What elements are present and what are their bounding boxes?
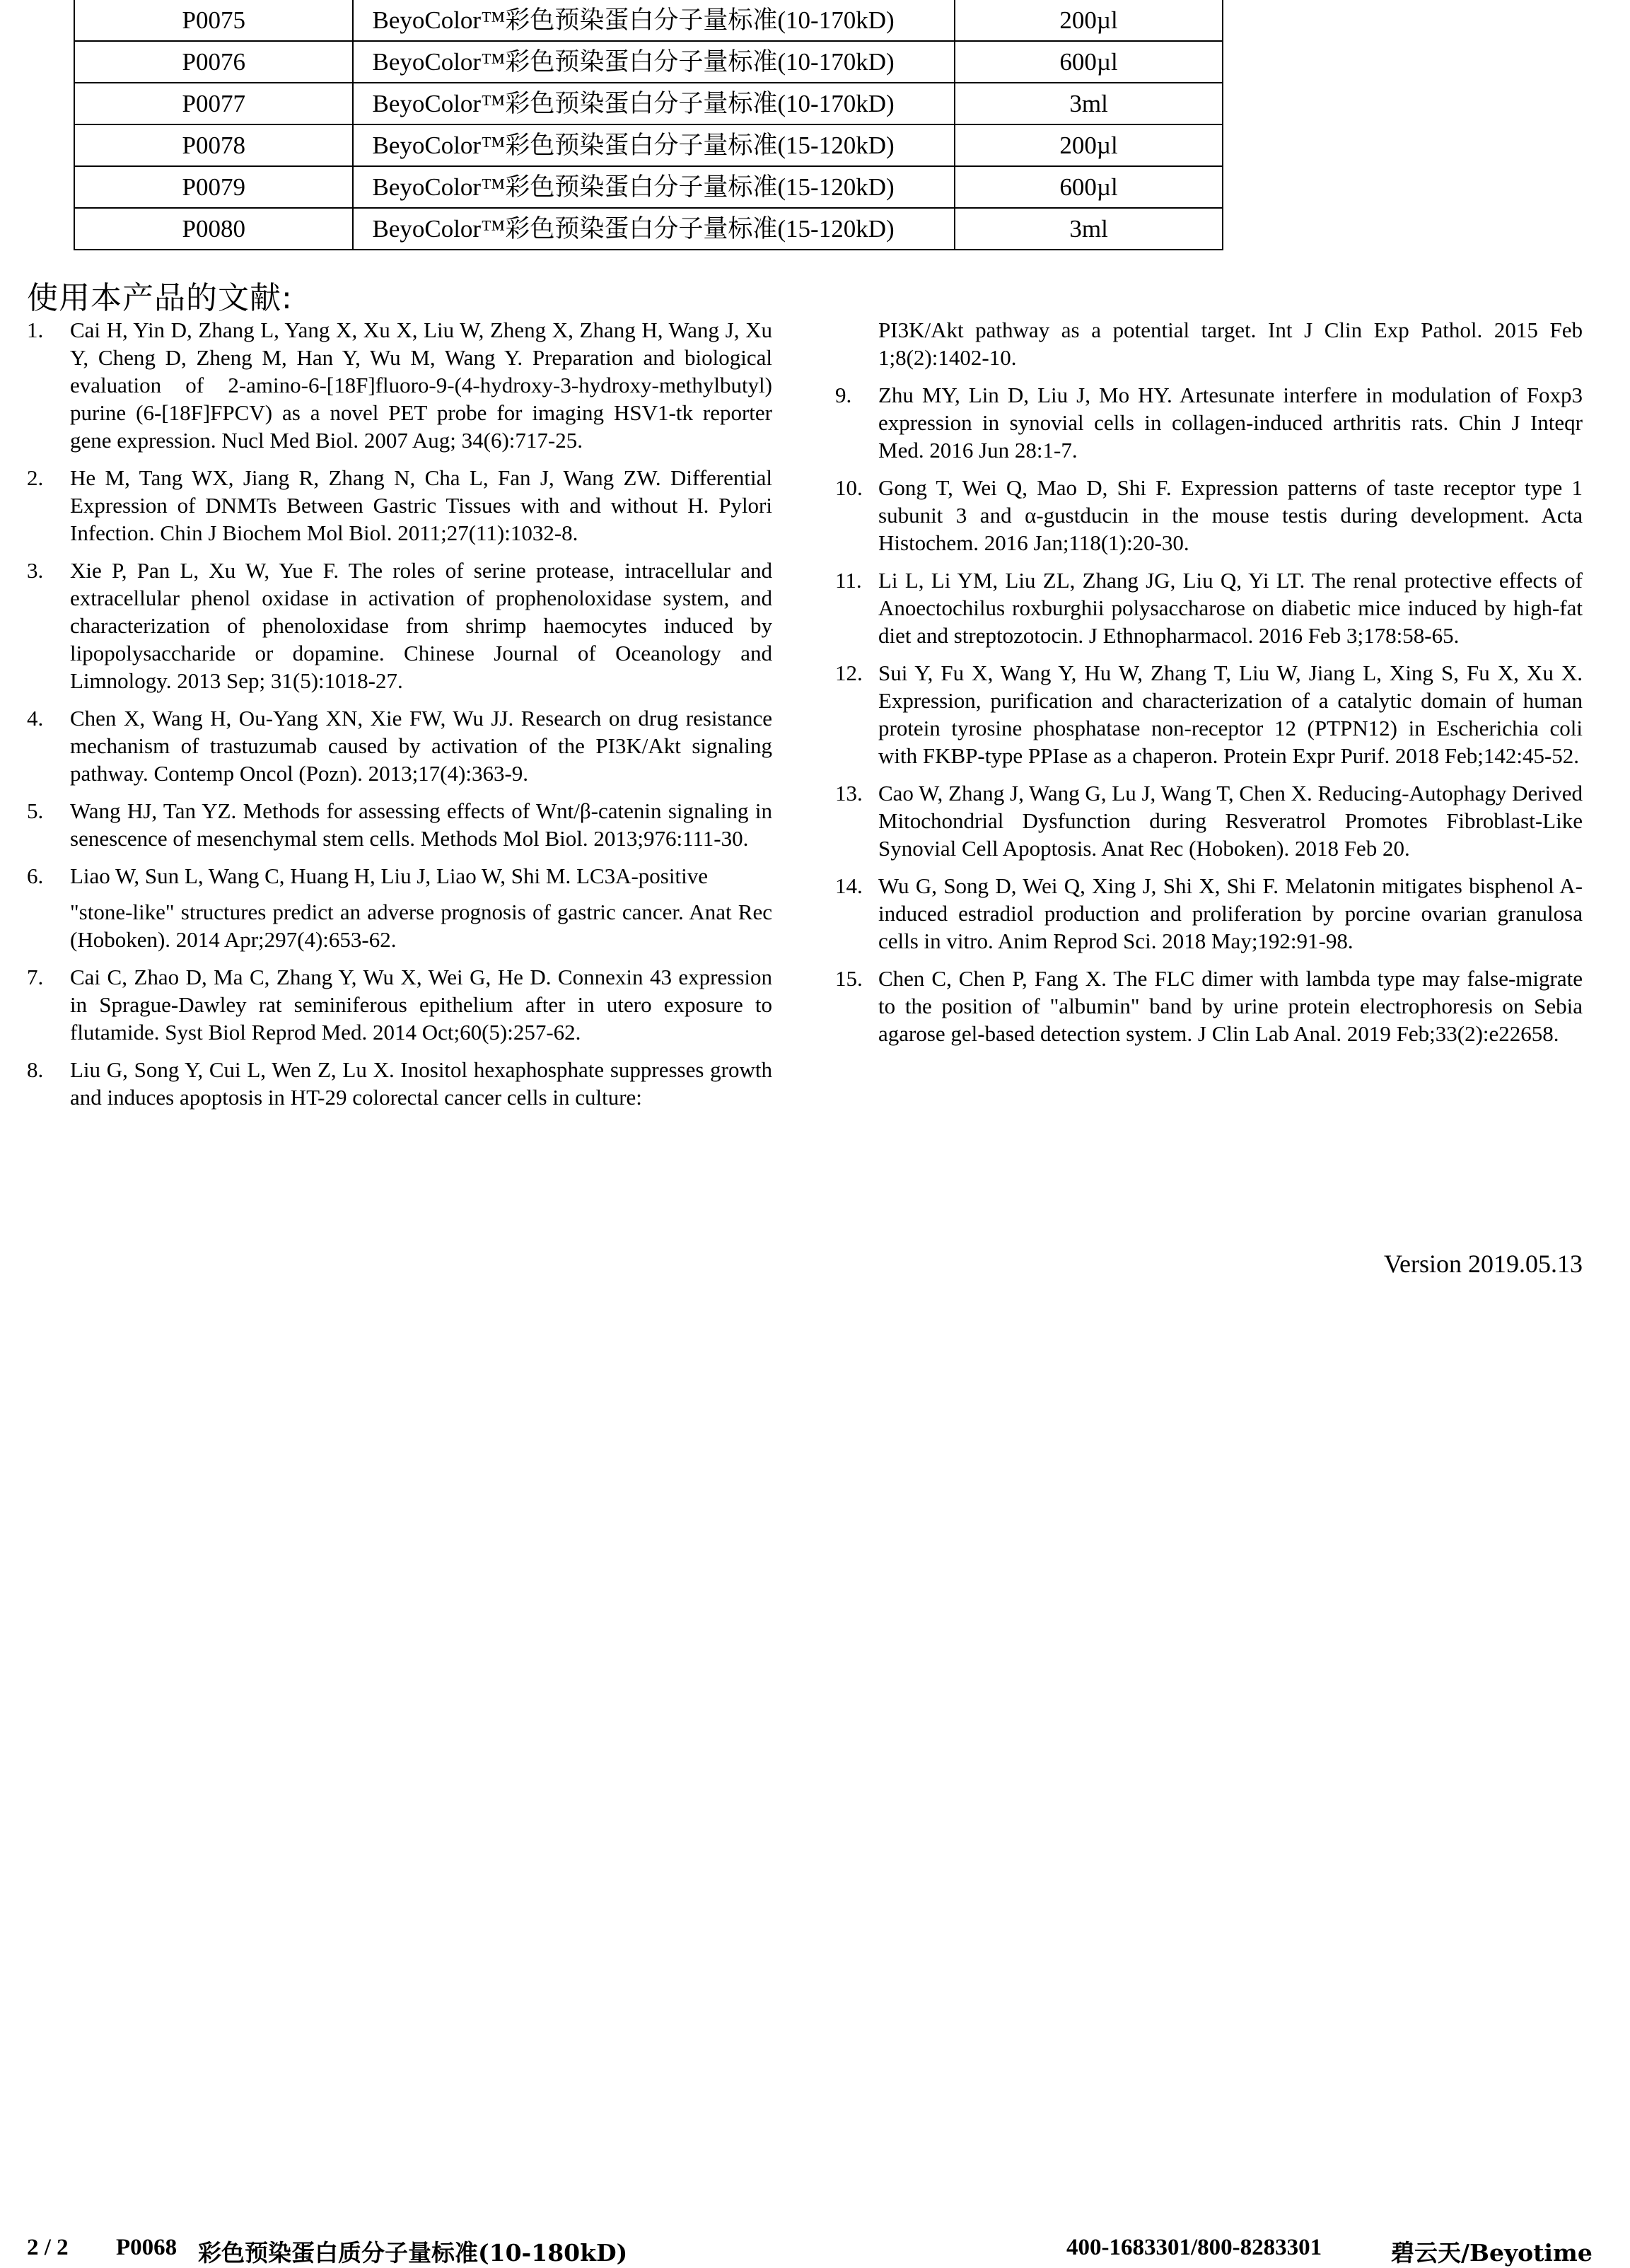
reference-number: 2. [27,465,44,490]
reference-number: 6. [27,863,44,888]
product-code: P0079 [74,166,353,208]
reference-text: Chen X, Wang H, Ou-Yang XN, Xie FW, Wu JJ. Research on drug resistance mechanism of trastuzumab caused by activation of the PI3K/Akt signaling pathway. Contemp Oncol (Pozn). 2013;17(4):363-9. [70,706,772,786]
reference-item [835,566,1583,649]
reference-number: 1. [27,318,44,342]
product-size: 200µl [955,0,1223,41]
product-name: BeyoColor™彩色预染蛋白分子量标准(10-170kD) [353,83,955,124]
reference-item [27,704,772,787]
references-column-right [835,316,1583,1057]
product-name: BeyoColor™彩色预染蛋白分子量标准(10-170kD) [353,0,955,41]
reference-item [27,464,772,547]
product-code: P0078 [74,124,353,166]
reference-text: Wu G, Song D, Wei Q, Xing J, Shi X, Shi F. Melatonin mitigates bisphenol A-induced estradiol production and proliferation by porcine ovarian granulosa cells in vitro. Anim Reprod Sci. 2018 May;192:91-98. [878,873,1583,953]
table-row [74,124,1223,166]
footer-brand: 碧云天/Beyotime [1391,2239,1593,2267]
reference-item [27,797,772,852]
product-size: 600µl [955,41,1223,83]
reference-text: Liao W, Sun L, Wang C, Huang H, Liu J, Liao W, Shi M. LC3A-positive [70,863,708,888]
table-row [74,208,1223,250]
product-size: 3ml [955,83,1223,124]
table-row [74,166,1223,208]
reference-item [27,1056,772,1111]
reference-number: 10. [835,475,863,500]
reference-number: 4. [27,706,44,731]
product-name: BeyoColor™彩色预染蛋白分子量标准(15-120kD) [353,208,955,250]
product-name: BeyoColor™彩色预染蛋白分子量标准(15-120kD) [353,124,955,166]
reference-item [27,316,772,454]
table-row [74,41,1223,83]
reference-text: Zhu MY, Lin D, Liu J, Mo HY. Artesunate interfere in modulation of Foxp3 expression in synovial cells in collagen-induced arthritis rats. Chin J Inteqr Med. 2016 Jun 28:1-7. [878,383,1583,463]
product-size: 3ml [955,208,1223,250]
product-table [74,0,1223,250]
reference-item [27,963,772,1046]
product-size: 600µl [955,166,1223,208]
reference-item [835,965,1583,1047]
reference-text: Sui Y, Fu X, Wang Y, Hu W, Zhang T, Liu W, Jiang L, Xing S, Fu X, Xu X. Expression, purification and characterization of a catalytic domain of human protein tyrosine phosphatase non-receptor 12 (PTPN12) in Escherichia coli with FKBP-type PPIase as a chaperon. Protein Expr Purif. 2018 Feb;142:45-52. [878,661,1583,768]
reference-item-continuation [835,316,1583,371]
version-label: Version 2019.05.13 [1384,1250,1583,1278]
reference-item [835,872,1583,955]
reference-text: PI3K/Akt pathway as a potential target. Int J Clin Exp Pathol. 2015 Feb 1;8(2):1402-10. [878,318,1583,370]
reference-number: 12. [835,661,863,685]
footer-phone: 400-1683301/800-8283301 [1066,2235,1322,2260]
reference-text: Cai C, Zhao D, Ma C, Zhang Y, Wu X, Wei G, He D. Connexin 43 expression in Sprague-Dawley rat seminiferous epithelium after in utero exposure to flutamide. Syst Biol Reprod Med. 2014 Oct;60(5):257-62. [70,965,772,1045]
reference-number: 3. [27,558,44,583]
reference-text: Cao W, Zhang J, Wang G, Lu J, Wang T, Chen X. Reducing-Autophagy Derived Mitochondrial Dysfunction during Resveratrol Promotes Fibroblast-Like Synovial Cell Apoptosis. Anat Rec (Hoboken). 2018 Feb 20. [878,781,1583,861]
product-name: BeyoColor™彩色预染蛋白分子量标准(15-120kD) [353,166,955,208]
page-footer [0,2235,1630,2267]
reference-item [27,862,772,953]
reference-text: Xie P, Pan L, Xu W, Yue F. The roles of serine protease, intracellular and extracellular phenol oxidase in activation of prophenoloxidase system, and characterization of phenoloxidase from shrimp haemocytes induced by lipopolysaccharide or dopamine. Chinese Journal of Oceanology and Limnology. 2013 Sep; 31(5):1018-27. [70,558,772,693]
table-row [74,0,1223,41]
reference-text: He M, Tang WX, Jiang R, Zhang N, Cha L, Fan J, Wang ZW. Differential Expression of DNMTs Between Gastric Tissues with and without H. Pylori Infection. Chin J Biochem Mol Biol. 2011;27(11):1032-8. [70,465,772,545]
product-name: BeyoColor™彩色预染蛋白分子量标准(10-170kD) [353,41,955,83]
table-row [74,83,1223,124]
product-code: P0080 [74,208,353,250]
reference-item [835,474,1583,557]
references-heading: 使用本产品的文献: [27,280,293,316]
reference-number: 11. [835,568,862,593]
reference-text: Wang HJ, Tan YZ. Methods for assessing effects of Wnt/β-catenin signaling in senescence of mesenchymal stem cells. Methods Mol Biol. 2013;976:111-30. [70,798,772,851]
references-column-left [27,316,772,1121]
reference-text: Chen C, Chen P, Fang X. The FLC dimer with lambda type may false-migrate to the position of "albumin" band by urine protein electrophoresis on Sebia agarose gel-based detection system. J Clin Lab Anal. 2019 Feb;33(2):e22658. [878,966,1583,1046]
footer-product-code: P0068 [116,2235,177,2260]
reference-item [27,557,772,694]
reference-number: 14. [835,873,863,898]
product-code: P0076 [74,41,353,83]
reference-text: Liu G, Song Y, Cui L, Wen Z, Lu X. Inositol hexaphosphate suppresses growth and induces apoptosis in HT-29 colorectal cancer cells in culture: [70,1057,772,1110]
footer-product-title: 彩色预染蛋白质分子量标准(10-180kD) [198,2239,628,2267]
reference-number: 8. [27,1057,44,1082]
reference-number: 5. [27,798,44,823]
reference-item [835,381,1583,464]
reference-text: Gong T, Wei Q, Mao D, Shi F. Expression patterns of taste receptor type 1 subunit 3 and α-gustducin in the mouse testis during development. Acta Histochem. 2016 Jan;118(1):20-30. [878,475,1583,555]
reference-item [835,659,1583,769]
reference-text: Li L, Li YM, Liu ZL, Zhang JG, Liu Q, Yi LT. The renal protective effects of Anoectochilus roxburghii polysaccharose on diabetic mice induced by high-fat diet and streptozotocin. J Ethnopharmacol. 2016 Feb 3;178:58-65. [878,568,1583,648]
reference-number: 13. [835,781,863,806]
reference-text-continued: "stone-like" structures predict an adverse prognosis of gastric cancer. Anat Rec (Hoboken). 2014 Apr;297(4):653-62. [70,900,772,952]
reference-number: 9. [835,383,852,407]
product-code: P0077 [74,83,353,124]
reference-item [835,779,1583,862]
product-size: 200µl [955,124,1223,166]
product-code: P0075 [74,0,353,41]
reference-text: Cai H, Yin D, Zhang L, Yang X, Xu X, Liu W, Zheng X, Zhang H, Wang J, Xu Y, Cheng D, Zheng M, Han Y, Wu M, Wang Y. Preparation and biological evaluation of 2-amino-6-[18F]fluoro-9-(4-hydroxy-3-hydroxy-methylbutyl) purine (6-[18F]FPCV) as a novel PET probe for imaging HSV1-tk reporter gene expression. Nucl Med Biol. 2007 Aug; 34(6):717-25. [70,318,772,453]
reference-number: 15. [835,966,863,991]
page-number: 2 / 2 [27,2235,69,2260]
reference-number: 7. [27,965,44,989]
